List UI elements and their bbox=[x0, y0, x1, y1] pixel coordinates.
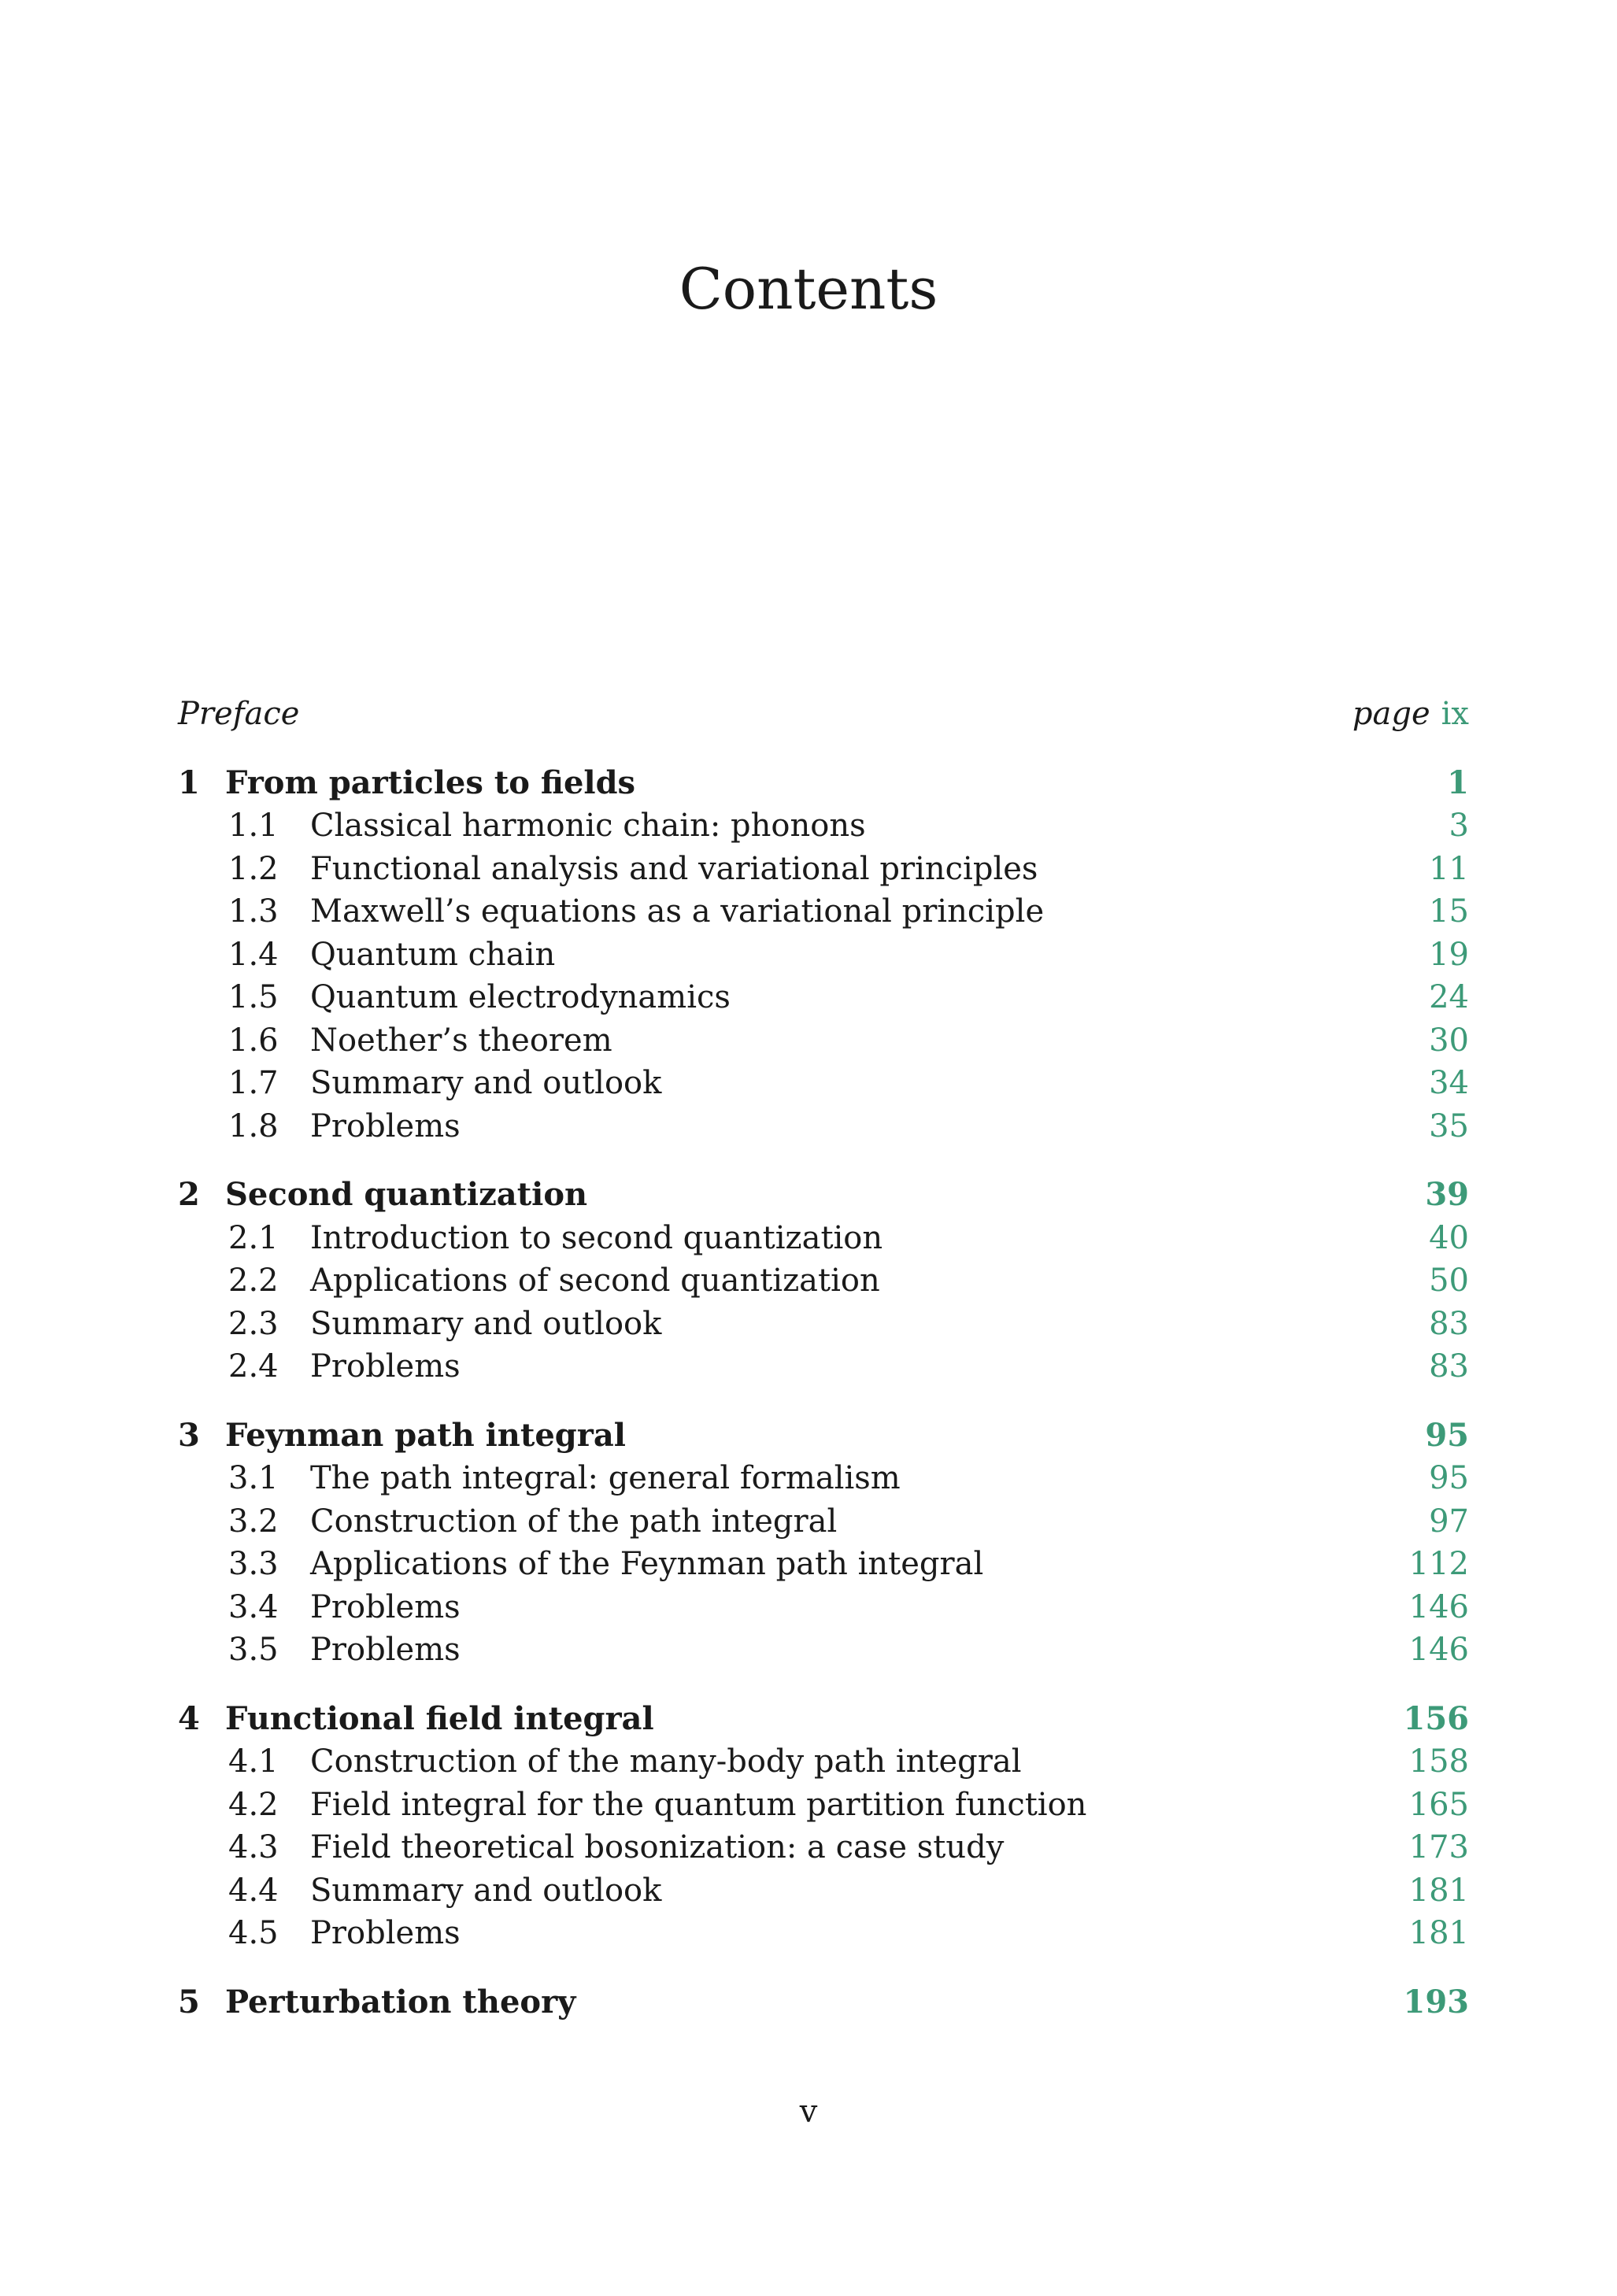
chapter-page-link[interactable]: 156 bbox=[1403, 1699, 1469, 1737]
section-page-link[interactable]: 165 bbox=[1408, 1786, 1469, 1823]
toc-section[interactable] bbox=[178, 1259, 1469, 1303]
section-page-link[interactable]: 181 bbox=[1408, 1872, 1469, 1909]
toc-chapter[interactable] bbox=[178, 1698, 1469, 1741]
section-number: 4.4 bbox=[228, 1872, 279, 1909]
section-title: Problems bbox=[310, 1348, 461, 1385]
entry-label: Preface bbox=[178, 696, 300, 732]
section-title: Applications of the Feynman path integral bbox=[310, 1546, 984, 1582]
section-page-link[interactable]: 146 bbox=[1408, 1632, 1469, 1668]
section-title: Problems bbox=[310, 1915, 461, 1951]
entry-page-number[interactable]: ix bbox=[1441, 696, 1469, 732]
section-number: 2.3 bbox=[228, 1305, 279, 1342]
toc-section[interactable] bbox=[178, 1869, 1469, 1913]
toc-section[interactable] bbox=[178, 1217, 1469, 1260]
section-title: The path integral: general formalism bbox=[310, 1460, 901, 1496]
section-number: 2.4 bbox=[228, 1348, 279, 1385]
chapter-number: 1 bbox=[178, 763, 200, 801]
section-page-link[interactable]: 50 bbox=[1429, 1263, 1469, 1299]
section-title: Summary and outlook bbox=[310, 1872, 662, 1909]
toc-section[interactable] bbox=[178, 1500, 1469, 1544]
toc-section[interactable] bbox=[178, 1912, 1469, 1955]
section-title: Summary and outlook bbox=[310, 1305, 662, 1342]
section-title: Problems bbox=[310, 1632, 461, 1668]
section-title: Noether’s theorem bbox=[310, 1022, 612, 1059]
toc-section[interactable] bbox=[178, 1826, 1469, 1869]
section-number: 3.1 bbox=[228, 1460, 279, 1496]
section-page-link[interactable]: 30 bbox=[1429, 1022, 1469, 1059]
section-title: Construction of the path integral bbox=[310, 1503, 838, 1540]
page-word: page bbox=[1352, 696, 1430, 732]
toc-section[interactable] bbox=[178, 934, 1469, 977]
toc-section[interactable] bbox=[178, 848, 1469, 891]
section-page-link[interactable]: 3 bbox=[1449, 808, 1469, 844]
chapter-title: Functional field integral bbox=[225, 1699, 654, 1737]
section-page-link[interactable]: 24 bbox=[1429, 979, 1469, 1015]
section-page-link[interactable]: 181 bbox=[1408, 1915, 1469, 1951]
chapter-number: 4 bbox=[178, 1699, 200, 1737]
section-number: 3.3 bbox=[228, 1546, 279, 1582]
toc-section[interactable] bbox=[178, 1543, 1469, 1586]
section-number: 4.1 bbox=[228, 1743, 279, 1780]
section-title: Applications of second quantization bbox=[310, 1263, 880, 1299]
section-page-link[interactable]: 35 bbox=[1429, 1107, 1469, 1144]
section-title: Quantum chain bbox=[310, 936, 556, 973]
section-title: Problems bbox=[310, 1107, 461, 1144]
section-number: 2.1 bbox=[228, 1219, 279, 1256]
section-page-link[interactable]: 158 bbox=[1408, 1743, 1469, 1780]
section-page-link[interactable]: 34 bbox=[1429, 1065, 1469, 1101]
toc-section[interactable] bbox=[178, 1019, 1469, 1063]
toc-section[interactable] bbox=[178, 976, 1469, 1019]
chapter-page-link[interactable]: 95 bbox=[1425, 1416, 1469, 1454]
chapter-page-link[interactable]: 1 bbox=[1447, 763, 1469, 801]
section-number: 4.5 bbox=[228, 1915, 279, 1951]
section-title: Summary and outlook bbox=[310, 1065, 662, 1101]
section-title: Field integral for the quantum partition function bbox=[310, 1786, 1087, 1823]
toc-section[interactable] bbox=[178, 1586, 1469, 1629]
section-page-link[interactable]: 83 bbox=[1429, 1305, 1469, 1342]
section-number: 1.7 bbox=[228, 1065, 279, 1101]
toc-chapter[interactable] bbox=[178, 1414, 1469, 1458]
section-title: Maxwell’s equations as a variational principle bbox=[310, 893, 1045, 930]
section-title: Problems bbox=[310, 1588, 461, 1625]
section-number: 1.3 bbox=[228, 893, 279, 930]
toc-section[interactable] bbox=[178, 1062, 1469, 1105]
toc-section[interactable] bbox=[178, 1345, 1469, 1388]
toc-entry-preface[interactable] bbox=[178, 693, 1469, 736]
toc-section[interactable] bbox=[178, 1629, 1469, 1672]
section-page-link[interactable]: 97 bbox=[1429, 1503, 1469, 1540]
page-number-footer: v bbox=[799, 2094, 818, 2130]
chapter-title: From particles to fields bbox=[225, 763, 636, 801]
section-page-link[interactable]: 173 bbox=[1408, 1829, 1469, 1865]
section-number: 1.5 bbox=[228, 979, 279, 1015]
section-number: 1.2 bbox=[228, 850, 279, 887]
section-page-link[interactable]: 40 bbox=[1429, 1219, 1469, 1256]
chapter-number: 2 bbox=[178, 1176, 200, 1213]
chapter-page-link[interactable]: 193 bbox=[1403, 1983, 1469, 2021]
page-title: Contents bbox=[679, 256, 938, 322]
toc-chapter[interactable] bbox=[178, 1981, 1469, 2024]
section-page-link[interactable]: 11 bbox=[1429, 850, 1469, 887]
section-number: 4.2 bbox=[228, 1786, 279, 1823]
section-number: 3.4 bbox=[228, 1588, 279, 1625]
section-number: 4.3 bbox=[228, 1829, 279, 1865]
section-page-link[interactable]: 112 bbox=[1408, 1546, 1469, 1582]
chapter-title: Second quantization bbox=[225, 1176, 588, 1213]
toc-section[interactable] bbox=[178, 1105, 1469, 1148]
chapter-page-link[interactable]: 39 bbox=[1425, 1176, 1469, 1213]
toc-section[interactable] bbox=[178, 890, 1469, 934]
table-of-contents bbox=[178, 693, 1469, 2024]
section-title: Field theoretical bosonization: a case study bbox=[310, 1829, 1005, 1865]
chapter-number: 3 bbox=[178, 1416, 200, 1454]
toc-section[interactable] bbox=[178, 1784, 1469, 1827]
section-number: 3.5 bbox=[228, 1632, 279, 1668]
chapter-number: 5 bbox=[178, 1983, 200, 2021]
section-page-link[interactable]: 19 bbox=[1429, 936, 1469, 973]
section-page-link[interactable]: 83 bbox=[1429, 1348, 1469, 1385]
toc-section[interactable] bbox=[178, 804, 1469, 848]
section-title: Introduction to second quantization bbox=[310, 1219, 883, 1256]
section-number: 1.8 bbox=[228, 1107, 279, 1144]
toc-section[interactable] bbox=[178, 1457, 1469, 1500]
section-title: Classical harmonic chain: phonons bbox=[310, 808, 866, 844]
chapter-title: Feynman path integral bbox=[225, 1416, 626, 1454]
section-page-link[interactable]: 146 bbox=[1408, 1588, 1469, 1625]
section-number: 2.2 bbox=[228, 1263, 279, 1299]
toc-section[interactable] bbox=[178, 1740, 1469, 1784]
section-page-link[interactable]: 95 bbox=[1429, 1460, 1469, 1496]
toc-chapter[interactable] bbox=[178, 762, 1469, 805]
section-number: 1.1 bbox=[228, 808, 279, 844]
section-title: Construction of the many-body path integral bbox=[310, 1743, 1022, 1780]
chapter-title: Perturbation theory bbox=[225, 1983, 576, 2021]
toc-chapter[interactable] bbox=[178, 1174, 1469, 1217]
section-number: 3.2 bbox=[228, 1503, 279, 1540]
section-title: Quantum electrodynamics bbox=[310, 979, 731, 1015]
entry-page-link[interactable] bbox=[1352, 693, 1469, 736]
section-page-link[interactable]: 15 bbox=[1429, 893, 1469, 930]
section-number: 1.4 bbox=[228, 936, 279, 973]
section-title: Functional analysis and variational principles bbox=[310, 850, 1038, 887]
toc-section[interactable] bbox=[178, 1303, 1469, 1346]
section-number: 1.6 bbox=[228, 1022, 279, 1059]
